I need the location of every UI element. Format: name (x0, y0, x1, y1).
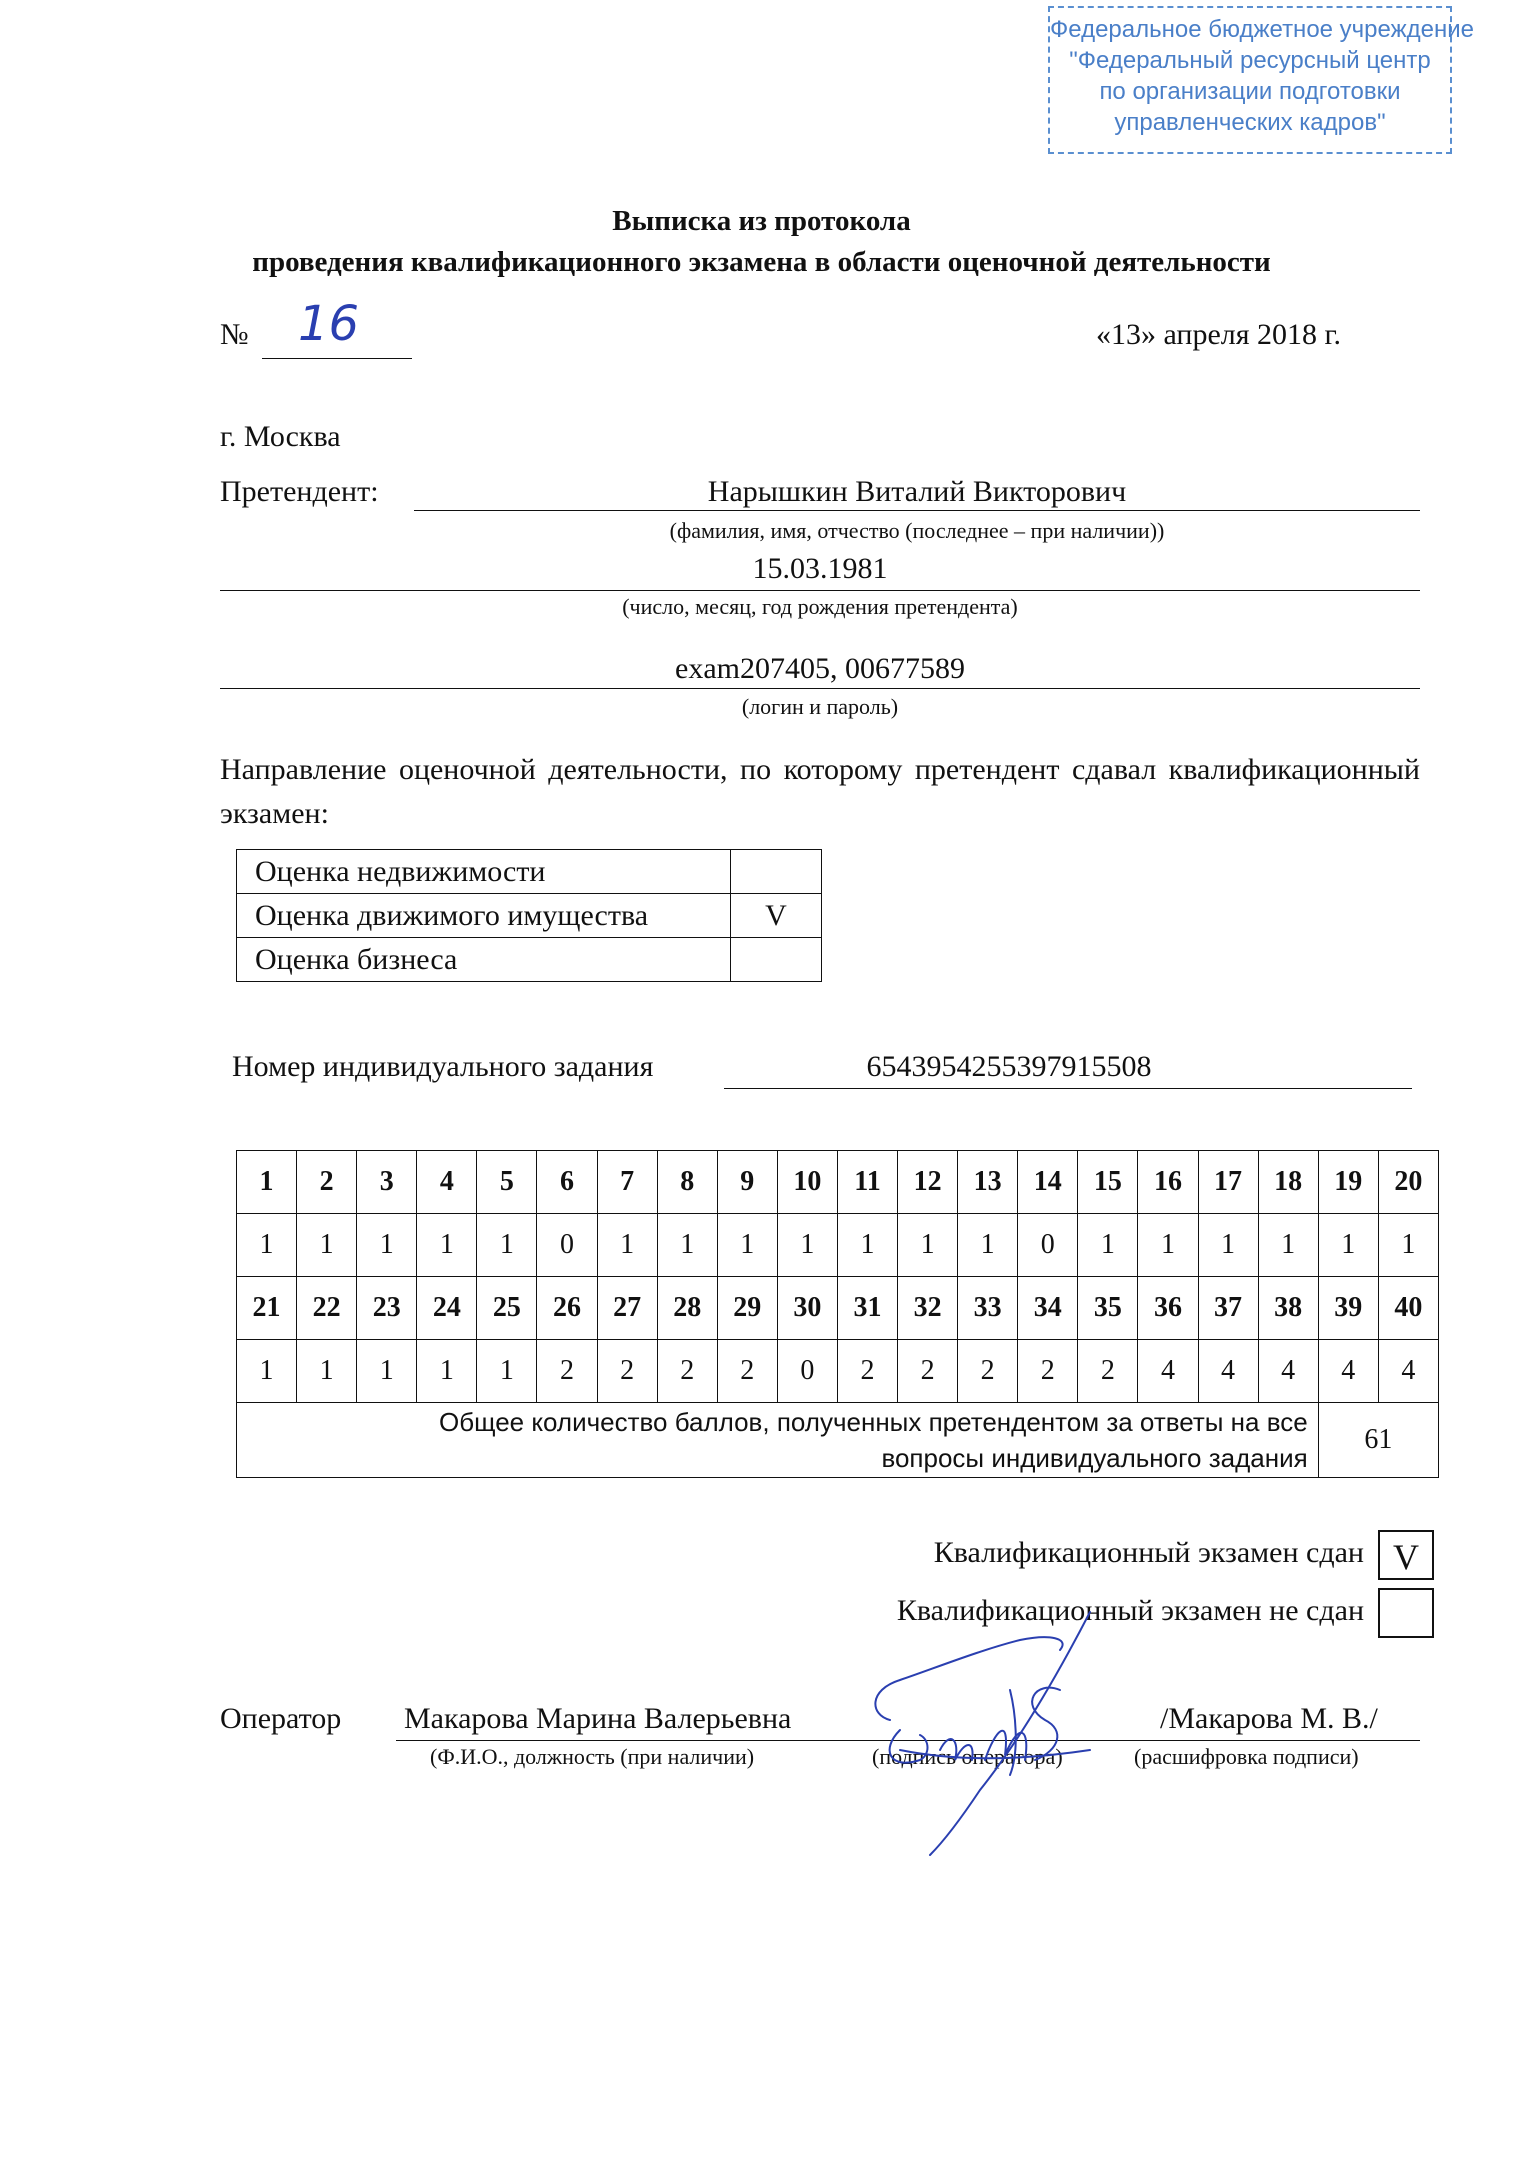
direction-mark: V (731, 894, 822, 938)
question-number-cell: 15 (1078, 1151, 1138, 1214)
question-points-cell: 1 (1198, 1214, 1258, 1277)
question-number-cell: 1 (237, 1151, 297, 1214)
question-number-cell: 28 (657, 1277, 717, 1340)
question-number-cell: 32 (898, 1277, 958, 1340)
question-points-cell: 2 (717, 1340, 777, 1403)
operator-name-caption: (Ф.И.О., должность (при наличии) (430, 1744, 755, 1769)
question-number-cell: 34 (1018, 1277, 1078, 1340)
question-points-cell: 1 (237, 1214, 297, 1277)
birth-date: 15.03.1981 (752, 552, 888, 585)
operator-decoded-caption: (расшифровка подписи) (1134, 1744, 1359, 1769)
operator-name: Макарова Марина Валерьевна (404, 1702, 792, 1735)
question-points-cell: 1 (1318, 1214, 1378, 1277)
question-number-cell: 11 (837, 1151, 897, 1214)
candidate-name-caption: (фамилия, имя, отчество (последнее – при наличии)) (669, 518, 1165, 543)
question-number-cell: 13 (958, 1151, 1018, 1214)
question-number-cell: 20 (1378, 1151, 1438, 1214)
login-password: exam207405, 00677589 (675, 652, 965, 685)
passed-label: Квалификационный экзамен сдан (933, 1536, 1364, 1569)
direction-row (237, 850, 822, 894)
question-number-cell: 19 (1318, 1151, 1378, 1214)
question-number-cell: 22 (297, 1277, 357, 1340)
question-number-cell: 16 (1138, 1151, 1198, 1214)
question-number-row (237, 1151, 1439, 1214)
failed-label: Квалификационный экзамен не сдан (896, 1594, 1364, 1627)
question-number-cell: 2 (297, 1151, 357, 1214)
total-label (237, 1403, 1319, 1478)
question-number-cell: 6 (537, 1151, 597, 1214)
direction-label: Оценка недвижимости (237, 850, 731, 894)
question-points-cell: 1 (357, 1214, 417, 1277)
total-score: 61 (1318, 1403, 1438, 1478)
question-number-cell: 33 (958, 1277, 1018, 1340)
question-points-cell: 1 (1078, 1214, 1138, 1277)
question-points-cell: 0 (777, 1340, 837, 1403)
question-points-cell: 1 (297, 1214, 357, 1277)
question-points-cell: 4 (1378, 1340, 1438, 1403)
question-points-cell: 4 (1198, 1340, 1258, 1403)
question-number-cell: 39 (1318, 1277, 1378, 1340)
question-points-cell: 1 (657, 1214, 717, 1277)
question-points-cell: 1 (297, 1340, 357, 1403)
operator-label: Оператор (220, 1702, 342, 1735)
question-number-cell: 9 (717, 1151, 777, 1214)
total-label-line: Общее количество баллов, полученных претендентом за ответы на все (438, 1407, 1308, 1437)
question-number-cell: 37 (1198, 1277, 1258, 1340)
question-number-cell: 27 (597, 1277, 657, 1340)
question-number-cell: 12 (898, 1151, 958, 1214)
question-points-cell: 0 (1018, 1214, 1078, 1277)
total-label-line: вопросы индивидуального задания (881, 1443, 1308, 1473)
question-points-cell: 1 (1378, 1214, 1438, 1277)
score-table (236, 1150, 1439, 1478)
direction-row (237, 938, 822, 982)
operator-signature-caption: (подпись оператора) (872, 1744, 1063, 1769)
question-number-cell: 31 (837, 1277, 897, 1340)
question-points-cell: 4 (1318, 1340, 1378, 1403)
question-points-cell: 1 (837, 1214, 897, 1277)
question-points-cell: 1 (477, 1340, 537, 1403)
question-points-cell: 1 (777, 1214, 837, 1277)
question-points-cell: 2 (958, 1340, 1018, 1403)
question-number-cell: 26 (537, 1277, 597, 1340)
question-number-cell: 21 (237, 1277, 297, 1340)
question-points-cell: 0 (537, 1214, 597, 1277)
question-points-cell: 1 (597, 1214, 657, 1277)
operator-signature (860, 1610, 1120, 1860)
question-points-cell: 1 (958, 1214, 1018, 1277)
question-points-row (237, 1340, 1439, 1403)
organization-stamp (1048, 6, 1475, 154)
question-number-cell: 8 (657, 1151, 717, 1214)
question-points-cell: 4 (1258, 1340, 1318, 1403)
city: г. Москва (220, 420, 341, 453)
direction-label: Оценка бизнеса (237, 938, 731, 982)
direction-label: Оценка движимого имущества (237, 894, 731, 938)
document-subtitle: проведения квалификационного экзамена в области оценочной деятельности (252, 246, 1271, 278)
login-caption: (логин и пароль) (741, 694, 899, 719)
operator-signature-decoded: /Макарова М. В./ (1160, 1702, 1378, 1735)
question-points-cell: 2 (657, 1340, 717, 1403)
question-points-cell: 1 (237, 1340, 297, 1403)
question-number-cell: 29 (717, 1277, 777, 1340)
question-points-cell: 1 (898, 1214, 958, 1277)
candidate-label: Претендент: (220, 475, 379, 508)
question-number-cell: 7 (597, 1151, 657, 1214)
total-row (237, 1403, 1439, 1478)
question-number-cell: 25 (477, 1277, 537, 1340)
question-number-cell: 5 (477, 1151, 537, 1214)
birth-date-caption: (число, месяц, год рождения претендента) (622, 594, 1018, 619)
question-number-cell: 3 (357, 1151, 417, 1214)
passed-checkbox: V (1378, 1530, 1434, 1580)
question-points-cell: 1 (1258, 1214, 1318, 1277)
failed-checkbox (1378, 1588, 1434, 1638)
question-number-cell: 30 (777, 1277, 837, 1340)
stamp-line: по организации подготовки (1099, 78, 1401, 105)
question-points-cell: 2 (837, 1340, 897, 1403)
stamp-line: "Федеральный ресурсный центр (1069, 47, 1431, 74)
question-points-cell: 1 (717, 1214, 777, 1277)
question-number-cell: 23 (357, 1277, 417, 1340)
protocol-date: «13» апреля 2018 г. (1096, 318, 1341, 351)
direction-mark (731, 850, 822, 894)
question-points-cell: 2 (1078, 1340, 1138, 1403)
direction-mark (731, 938, 822, 982)
question-points-cell: 2 (597, 1340, 657, 1403)
question-points-cell: 4 (1138, 1340, 1198, 1403)
task-number: 6543954255397915508 (866, 1050, 1152, 1083)
question-number-cell: 36 (1138, 1277, 1198, 1340)
protocol-number-handwritten: 16 (298, 296, 360, 352)
question-number-cell: 10 (777, 1151, 837, 1214)
question-number-cell: 17 (1198, 1151, 1258, 1214)
direction-row (237, 894, 822, 938)
question-number-cell: 4 (417, 1151, 477, 1214)
number-prefix: № (220, 318, 249, 351)
question-number-cell: 14 (1018, 1151, 1078, 1214)
question-number-cell: 35 (1078, 1277, 1138, 1340)
question-points-row (237, 1214, 1439, 1277)
question-points-cell: 2 (537, 1340, 597, 1403)
stamp-line: управленческих кадров" (1114, 109, 1386, 136)
question-number-cell: 38 (1258, 1277, 1318, 1340)
task-number-label: Номер индивидуального задания (232, 1050, 654, 1083)
document-title: Выписка из протокола (612, 205, 911, 237)
question-number-cell: 40 (1378, 1277, 1438, 1340)
question-points-cell: 1 (1138, 1214, 1198, 1277)
question-number-cell: 24 (417, 1277, 477, 1340)
direction-table (236, 849, 822, 982)
question-points-cell: 1 (357, 1340, 417, 1403)
stamp-line: Федеральное бюджетное учреждение (1050, 16, 1475, 43)
question-points-cell: 2 (898, 1340, 958, 1403)
question-points-cell: 2 (1018, 1340, 1078, 1403)
direction-text: Направление оценочной деятельности, по которому претендент сдавал квалификационный экзамен: (220, 753, 1420, 830)
question-number-cell: 18 (1258, 1151, 1318, 1214)
question-points-cell: 1 (477, 1214, 537, 1277)
candidate-name: Нарышкин Виталий Викторович (707, 475, 1127, 508)
question-points-cell: 1 (417, 1340, 477, 1403)
question-points-cell: 1 (417, 1214, 477, 1277)
question-number-row (237, 1277, 1439, 1340)
